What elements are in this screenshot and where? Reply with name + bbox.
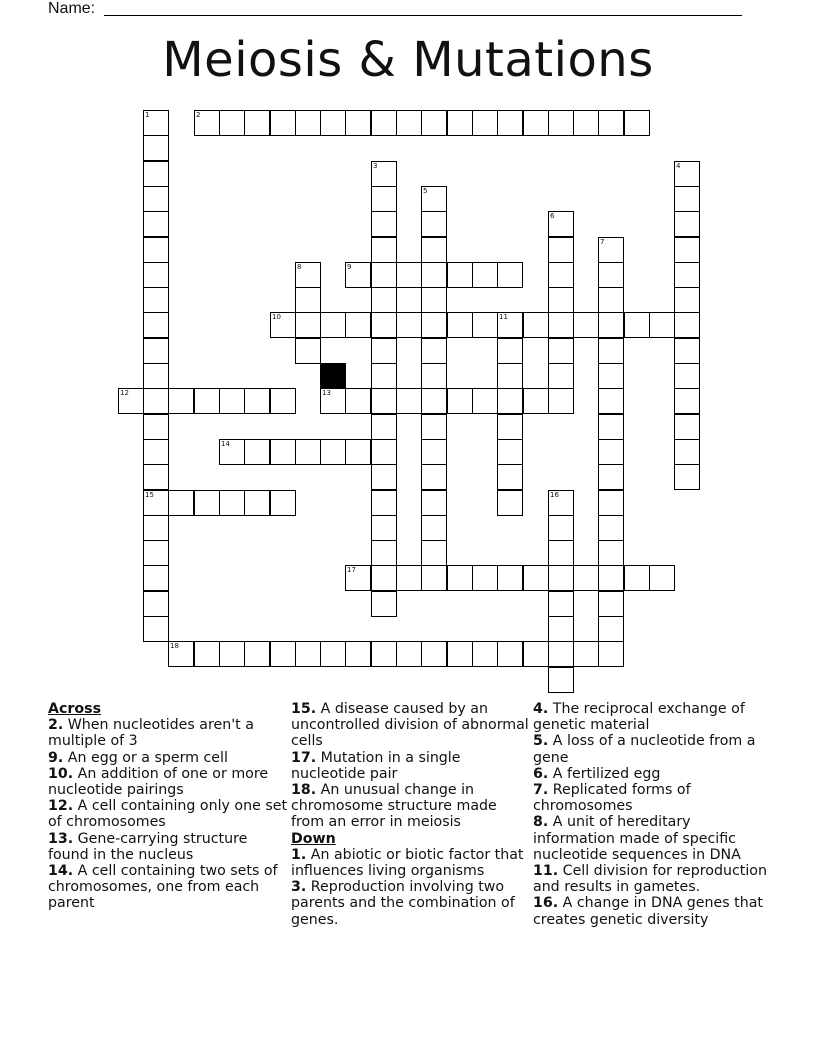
grid-cell[interactable] bbox=[523, 565, 549, 591]
clue-across-18: 18. An unusual change in chromosome structure made from an error in meiosis bbox=[291, 782, 497, 831]
grid-cell[interactable] bbox=[371, 565, 397, 591]
clue-down-3: 3. Reproduction involving two parents and the combination of genes. bbox=[291, 879, 515, 928]
grid-cell[interactable] bbox=[270, 439, 296, 465]
grid-cell[interactable] bbox=[219, 439, 245, 465]
grid-cell[interactable] bbox=[497, 414, 523, 440]
grid-cell[interactable] bbox=[447, 110, 473, 136]
grid-cell[interactable] bbox=[497, 439, 523, 465]
down-heading: Down bbox=[291, 830, 336, 847]
clue-across-15: 15. A disease caused by an uncontrolled division of abnormal cells bbox=[291, 701, 529, 750]
clue-number: 10 bbox=[272, 313, 281, 321]
grid-cell[interactable] bbox=[194, 490, 220, 516]
grid-cell[interactable] bbox=[674, 237, 700, 263]
grid-cell[interactable] bbox=[421, 287, 447, 313]
grid-cell[interactable] bbox=[143, 490, 169, 516]
grid-cell[interactable] bbox=[219, 641, 245, 667]
grid-cell[interactable] bbox=[548, 363, 574, 389]
grid-cell[interactable] bbox=[548, 565, 574, 591]
grid-cell[interactable] bbox=[295, 641, 321, 667]
grid-cell[interactable] bbox=[548, 388, 574, 414]
clue-across-2: 2. When nucleotides aren't a multiple of 3 bbox=[48, 717, 254, 750]
grid-cell[interactable] bbox=[270, 110, 296, 136]
grid-cell[interactable] bbox=[168, 388, 194, 414]
grid-cell[interactable] bbox=[548, 237, 574, 263]
grid-cell[interactable] bbox=[295, 262, 321, 288]
grid-cell[interactable] bbox=[598, 490, 624, 516]
grid-cell[interactable] bbox=[194, 641, 220, 667]
grid-cell[interactable] bbox=[421, 414, 447, 440]
grid-cell[interactable] bbox=[548, 287, 574, 313]
grid-cell[interactable] bbox=[472, 110, 498, 136]
grid-cell[interactable] bbox=[548, 641, 574, 667]
grid-cell[interactable] bbox=[421, 237, 447, 263]
grid-cell[interactable] bbox=[143, 388, 169, 414]
grid-cell[interactable] bbox=[244, 439, 270, 465]
grid-cell[interactable] bbox=[598, 312, 624, 338]
clue-number: 13 bbox=[322, 389, 331, 397]
grid-cell[interactable] bbox=[371, 490, 397, 516]
grid-cell[interactable] bbox=[472, 565, 498, 591]
grid-cell[interactable] bbox=[143, 287, 169, 313]
clue-number: 16 bbox=[550, 491, 559, 499]
clue-number: 2 bbox=[196, 111, 201, 119]
grid-cell[interactable] bbox=[320, 312, 346, 338]
grid-cell[interactable] bbox=[143, 211, 169, 237]
grid-cell[interactable] bbox=[447, 262, 473, 288]
grid-cell[interactable] bbox=[421, 515, 447, 541]
grid-cell[interactable] bbox=[421, 439, 447, 465]
grid-cell[interactable] bbox=[674, 161, 700, 187]
grid-cell[interactable] bbox=[447, 565, 473, 591]
clue-column-1 bbox=[48, 701, 288, 912]
grid-cell[interactable] bbox=[143, 591, 169, 617]
grid-cell[interactable] bbox=[674, 338, 700, 364]
clue-number: 5 bbox=[423, 187, 428, 195]
grid-cell[interactable] bbox=[168, 641, 194, 667]
grid-cell[interactable] bbox=[523, 388, 549, 414]
grid-cell[interactable] bbox=[447, 641, 473, 667]
grid-cell[interactable] bbox=[447, 312, 473, 338]
grid-cell[interactable] bbox=[143, 135, 169, 161]
grid-cell[interactable] bbox=[371, 388, 397, 414]
grid-cell[interactable] bbox=[371, 363, 397, 389]
clue-number: 11 bbox=[499, 313, 508, 321]
grid-cell[interactable] bbox=[421, 540, 447, 566]
clue-across-10: 10. An addition of one or more nucleotide pairings bbox=[48, 765, 269, 799]
grid-cell[interactable] bbox=[674, 287, 700, 313]
grid-cell[interactable] bbox=[674, 439, 700, 465]
grid-cell[interactable] bbox=[219, 388, 245, 414]
clue-down-4: 4. The reciprocal exchange of genetic material bbox=[533, 701, 745, 734]
across-heading: Across bbox=[48, 701, 102, 717]
grid-cell[interactable] bbox=[674, 262, 700, 288]
grid-cell[interactable] bbox=[244, 490, 270, 516]
grid-cell[interactable] bbox=[371, 439, 397, 465]
grid-cell[interactable] bbox=[573, 312, 599, 338]
grid-cell[interactable] bbox=[270, 641, 296, 667]
grid-cell[interactable] bbox=[598, 565, 624, 591]
grid-cell[interactable] bbox=[345, 641, 371, 667]
grid-cell[interactable] bbox=[548, 262, 574, 288]
grid-cell[interactable] bbox=[674, 312, 700, 338]
grid-cell[interactable] bbox=[421, 186, 447, 212]
grid-cell[interactable] bbox=[421, 338, 447, 364]
grid-cell[interactable] bbox=[497, 262, 523, 288]
black-cell bbox=[320, 363, 346, 389]
clue-across-12: 12. A cell containing only one set of chromosomes bbox=[48, 798, 288, 831]
grid-cell[interactable] bbox=[548, 211, 574, 237]
grid-cell[interactable] bbox=[598, 287, 624, 313]
grid-cell[interactable] bbox=[598, 237, 624, 263]
grid-cell[interactable] bbox=[320, 641, 346, 667]
grid-cell[interactable] bbox=[421, 490, 447, 516]
grid-cell[interactable] bbox=[548, 312, 574, 338]
grid-cell[interactable] bbox=[143, 616, 169, 642]
grid-cell[interactable] bbox=[194, 110, 220, 136]
grid-cell[interactable] bbox=[598, 591, 624, 617]
grid-cell[interactable] bbox=[548, 616, 574, 642]
grid-cell[interactable] bbox=[598, 363, 624, 389]
grid-cell[interactable] bbox=[649, 312, 675, 338]
grid-cell[interactable] bbox=[548, 490, 574, 516]
grid-cell[interactable] bbox=[396, 110, 422, 136]
grid-cell[interactable] bbox=[143, 540, 169, 566]
grid-cell[interactable] bbox=[421, 464, 447, 490]
grid-cell[interactable] bbox=[472, 388, 498, 414]
grid-cell[interactable] bbox=[219, 110, 245, 136]
grid-cell[interactable] bbox=[497, 565, 523, 591]
grid-cell[interactable] bbox=[421, 363, 447, 389]
name-label: Name: bbox=[48, 0, 96, 17]
grid-cell[interactable] bbox=[371, 287, 397, 313]
grid-cell[interactable] bbox=[598, 464, 624, 490]
grid-cell[interactable] bbox=[573, 641, 599, 667]
clue-column-3 bbox=[533, 701, 773, 928]
grid-cell[interactable] bbox=[598, 439, 624, 465]
grid-cell[interactable] bbox=[371, 237, 397, 263]
grid-cell[interactable] bbox=[143, 363, 169, 389]
grid-cell[interactable] bbox=[548, 338, 574, 364]
grid-cell[interactable] bbox=[143, 262, 169, 288]
grid-cell[interactable] bbox=[345, 439, 371, 465]
grid-cell[interactable] bbox=[598, 110, 624, 136]
clue-down-7: 7. Replicated forms of chromosomes bbox=[533, 782, 691, 815]
grid-cell[interactable] bbox=[194, 388, 220, 414]
grid-cell[interactable] bbox=[320, 110, 346, 136]
grid-cell[interactable] bbox=[371, 186, 397, 212]
clue-number: 7 bbox=[600, 238, 605, 246]
grid-cell[interactable] bbox=[371, 641, 397, 667]
clue-across-9: 9. An egg or a sperm cell bbox=[48, 749, 228, 766]
grid-cell[interactable] bbox=[371, 591, 397, 617]
grid-cell[interactable] bbox=[497, 110, 523, 136]
clue-number: 1 bbox=[145, 111, 150, 119]
grid-cell[interactable] bbox=[548, 515, 574, 541]
grid-cell[interactable] bbox=[598, 262, 624, 288]
clue-down-8: 8. A unit of hereditary information made of specific nucleotide sequences in DNA bbox=[533, 814, 741, 863]
grid-cell[interactable] bbox=[371, 110, 397, 136]
clue-across-13: 13. Gene-carrying structure found in the nucleus bbox=[48, 830, 248, 863]
grid-cell[interactable] bbox=[548, 591, 574, 617]
clue-down-6: 6. A fertilized egg bbox=[533, 765, 661, 782]
grid-cell[interactable] bbox=[421, 388, 447, 414]
grid-cell[interactable] bbox=[598, 515, 624, 541]
clue-down-11: 11. Cell division for reproduction and results in gametes. bbox=[533, 863, 767, 896]
clue-number: 15 bbox=[145, 491, 154, 499]
clue-down-1: 1. An abiotic or biotic factor that influences living organisms bbox=[291, 846, 524, 880]
grid-cell[interactable] bbox=[143, 186, 169, 212]
grid-cell[interactable] bbox=[295, 110, 321, 136]
grid-cell[interactable] bbox=[270, 490, 296, 516]
grid-cell[interactable] bbox=[674, 363, 700, 389]
grid-cell[interactable] bbox=[168, 490, 194, 516]
grid-cell[interactable] bbox=[421, 312, 447, 338]
grid-cell[interactable] bbox=[143, 110, 169, 136]
grid-cell[interactable] bbox=[143, 565, 169, 591]
clue-number: 12 bbox=[120, 389, 129, 397]
grid-cell[interactable] bbox=[573, 565, 599, 591]
grid-cell[interactable] bbox=[345, 565, 371, 591]
grid-cell[interactable] bbox=[371, 211, 397, 237]
clue-number: 9 bbox=[347, 263, 352, 271]
grid-cell[interactable] bbox=[295, 338, 321, 364]
clue-column-2 bbox=[291, 701, 531, 928]
grid-cell[interactable] bbox=[396, 388, 422, 414]
grid-cell[interactable] bbox=[345, 262, 371, 288]
grid-cell[interactable] bbox=[598, 338, 624, 364]
grid-cell[interactable] bbox=[244, 641, 270, 667]
grid-cell[interactable] bbox=[345, 110, 371, 136]
grid-cell[interactable] bbox=[396, 312, 422, 338]
grid-cell[interactable] bbox=[497, 363, 523, 389]
grid-cell[interactable] bbox=[345, 312, 371, 338]
grid-cell[interactable] bbox=[320, 388, 346, 414]
clue-number: 14 bbox=[221, 440, 230, 448]
grid-cell[interactable] bbox=[598, 616, 624, 642]
clue-number: 3 bbox=[373, 162, 378, 170]
clue-number: 18 bbox=[170, 642, 179, 650]
clue-number: 4 bbox=[676, 162, 681, 170]
grid-cell[interactable] bbox=[244, 110, 270, 136]
grid-cell[interactable] bbox=[396, 262, 422, 288]
grid-cell[interactable] bbox=[674, 388, 700, 414]
grid-cell[interactable] bbox=[624, 110, 650, 136]
grid-cell[interactable] bbox=[497, 490, 523, 516]
grid-cell[interactable] bbox=[472, 312, 498, 338]
grid-cell[interactable] bbox=[421, 110, 447, 136]
grid-cell[interactable] bbox=[371, 161, 397, 187]
page-title: Meiosis & Mutations bbox=[162, 32, 654, 88]
grid-cell[interactable] bbox=[371, 414, 397, 440]
grid-cell[interactable] bbox=[371, 312, 397, 338]
grid-cell[interactable] bbox=[472, 262, 498, 288]
grid-cell[interactable] bbox=[497, 641, 523, 667]
grid-cell[interactable] bbox=[396, 565, 422, 591]
grid-cell[interactable] bbox=[143, 237, 169, 263]
grid-cell[interactable] bbox=[523, 312, 549, 338]
clue-across-17: 17. Mutation in a single nucleotide pair bbox=[291, 749, 461, 782]
grid-cell[interactable] bbox=[143, 161, 169, 187]
grid-cell[interactable] bbox=[320, 439, 346, 465]
grid-cell[interactable] bbox=[649, 565, 675, 591]
grid-cell[interactable] bbox=[244, 388, 270, 414]
clue-number: 6 bbox=[550, 212, 555, 220]
clue-across-14: 14. A cell containing two sets of chromosomes, one from each parent bbox=[48, 863, 278, 912]
grid-cell[interactable] bbox=[497, 338, 523, 364]
grid-cell[interactable] bbox=[143, 439, 169, 465]
grid-cell[interactable] bbox=[421, 262, 447, 288]
grid-cell[interactable] bbox=[270, 388, 296, 414]
grid-cell[interactable] bbox=[624, 565, 650, 591]
grid-cell[interactable] bbox=[345, 388, 371, 414]
grid-cell[interactable] bbox=[674, 211, 700, 237]
grid-cell[interactable] bbox=[674, 186, 700, 212]
grid-cell[interactable] bbox=[421, 211, 447, 237]
grid-cell[interactable] bbox=[497, 464, 523, 490]
grid-cell[interactable] bbox=[573, 110, 599, 136]
grid-cell[interactable] bbox=[371, 515, 397, 541]
grid-cell[interactable] bbox=[674, 464, 700, 490]
grid-cell[interactable] bbox=[396, 641, 422, 667]
grid-cell[interactable] bbox=[143, 464, 169, 490]
grid-cell[interactable] bbox=[523, 641, 549, 667]
clue-down-16: 16. A change in DNA genes that creates genetic diversity bbox=[533, 895, 763, 928]
grid-cell[interactable] bbox=[497, 388, 523, 414]
grid-cell[interactable] bbox=[624, 312, 650, 338]
clue-number: 8 bbox=[297, 263, 302, 271]
grid-cell[interactable] bbox=[295, 287, 321, 313]
grid-cell[interactable] bbox=[143, 338, 169, 364]
grid-cell[interactable] bbox=[421, 641, 447, 667]
grid-cell[interactable] bbox=[598, 388, 624, 414]
grid-cell[interactable] bbox=[598, 414, 624, 440]
grid-cell[interactable] bbox=[371, 540, 397, 566]
grid-cell[interactable] bbox=[523, 110, 549, 136]
grid-cell[interactable] bbox=[143, 414, 169, 440]
grid-cell[interactable] bbox=[598, 540, 624, 566]
grid-cell[interactable] bbox=[295, 312, 321, 338]
grid-cell[interactable] bbox=[143, 312, 169, 338]
grid-cell[interactable] bbox=[548, 110, 574, 136]
grid-cell[interactable] bbox=[371, 464, 397, 490]
grid-cell[interactable] bbox=[548, 540, 574, 566]
grid-cell[interactable] bbox=[270, 312, 296, 338]
grid-cell[interactable] bbox=[548, 667, 574, 693]
grid-cell[interactable] bbox=[497, 312, 523, 338]
grid-cell[interactable] bbox=[447, 388, 473, 414]
grid-cell[interactable] bbox=[143, 515, 169, 541]
grid-cell[interactable] bbox=[219, 490, 245, 516]
grid-cell[interactable] bbox=[118, 388, 144, 414]
grid-cell[interactable] bbox=[371, 338, 397, 364]
grid-cell[interactable] bbox=[674, 414, 700, 440]
grid-cell[interactable] bbox=[598, 641, 624, 667]
clue-number: 17 bbox=[347, 566, 356, 574]
grid-cell[interactable] bbox=[472, 641, 498, 667]
grid-cell[interactable] bbox=[371, 262, 397, 288]
grid-cell[interactable] bbox=[421, 565, 447, 591]
grid-cell[interactable] bbox=[295, 439, 321, 465]
clue-down-5: 5. A loss of a nucleotide from a gene bbox=[533, 733, 756, 766]
